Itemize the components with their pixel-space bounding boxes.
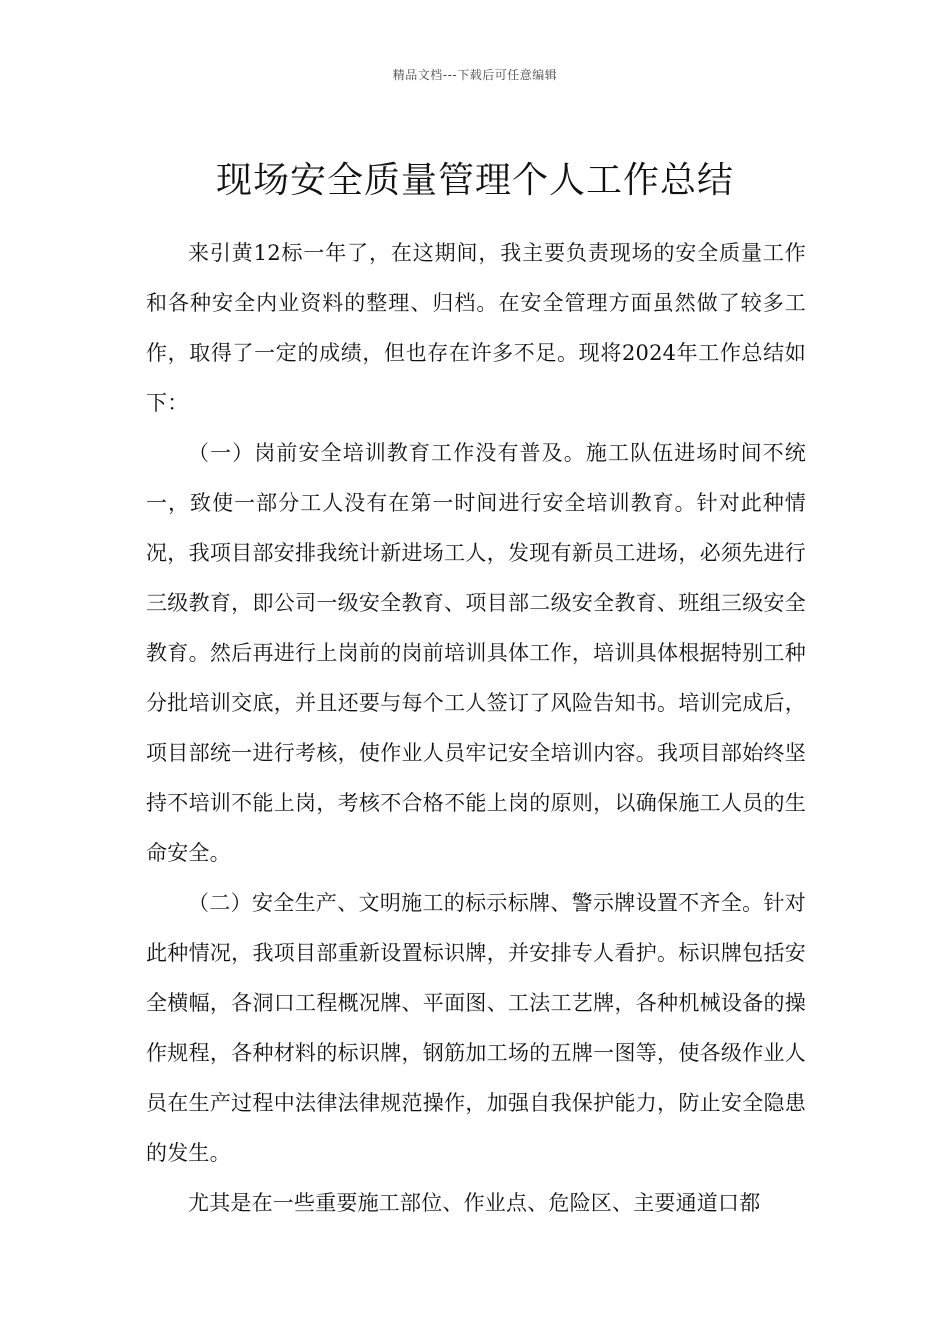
paragraph-section-1: （一）岗前安全培训教育工作没有普及。施工队伍进场时间不统一，致使一部分工人没有在第一时间进行安全培训教育。针对此种情况，我项目部安排我统计新进场工人，发现有新员工进场，必须先进行三级教育，即公司一级安全教育、项目部二级安全教育、班组三级安全教育。然后再进行上岗前的岗前培训具体工作，培训具体根据特别工种分批培训交底，并且还要与每个工人签订了风险告知书。培训完成后，项目部统一进行考核，使作业人员牢记安全培训内容。我项目部始终坚持不培训不能上岗，考核不合格不能上岗的原则，以确保施工人员的生命安全。 <box>146 441 806 865</box>
header-note: 精品文档---下载后可任意编辑 <box>392 68 558 82</box>
paragraph-intro: 来引黄12标一年了，在这期间，我主要负责现场的安全质量工作和各种安全内业资料的整理、归档。在安全管理方面虽然做了较多工作，取得了一定的成绩，但也存在许多不足。现将2024年工作总结如下： <box>146 241 806 415</box>
paragraph-section-3: 尤其是在一些重要施工部位、作业点、危险区、主要通道口都 <box>188 1191 761 1215</box>
document-title: 现场安全质量管理个人工作总结 <box>215 160 734 202</box>
paragraph-section-2: （二）安全生产、文明施工的标示标牌、警示牌设置不齐全。针对此种情况，我项目部重新设置标识牌，并安排专人看护。标识牌包括安全横幅，各洞口工程概况牌、平面图、工法工艺牌，各种机械设备的操作规程，各种材料的标识牌，钢筋加工场的五牌一图等，使各级作业人员在生产过程中法律法律规范操作，加强自我保护能力，防止安全隐患的发生。 <box>146 891 806 1165</box>
document-body <box>146 228 806 1228</box>
